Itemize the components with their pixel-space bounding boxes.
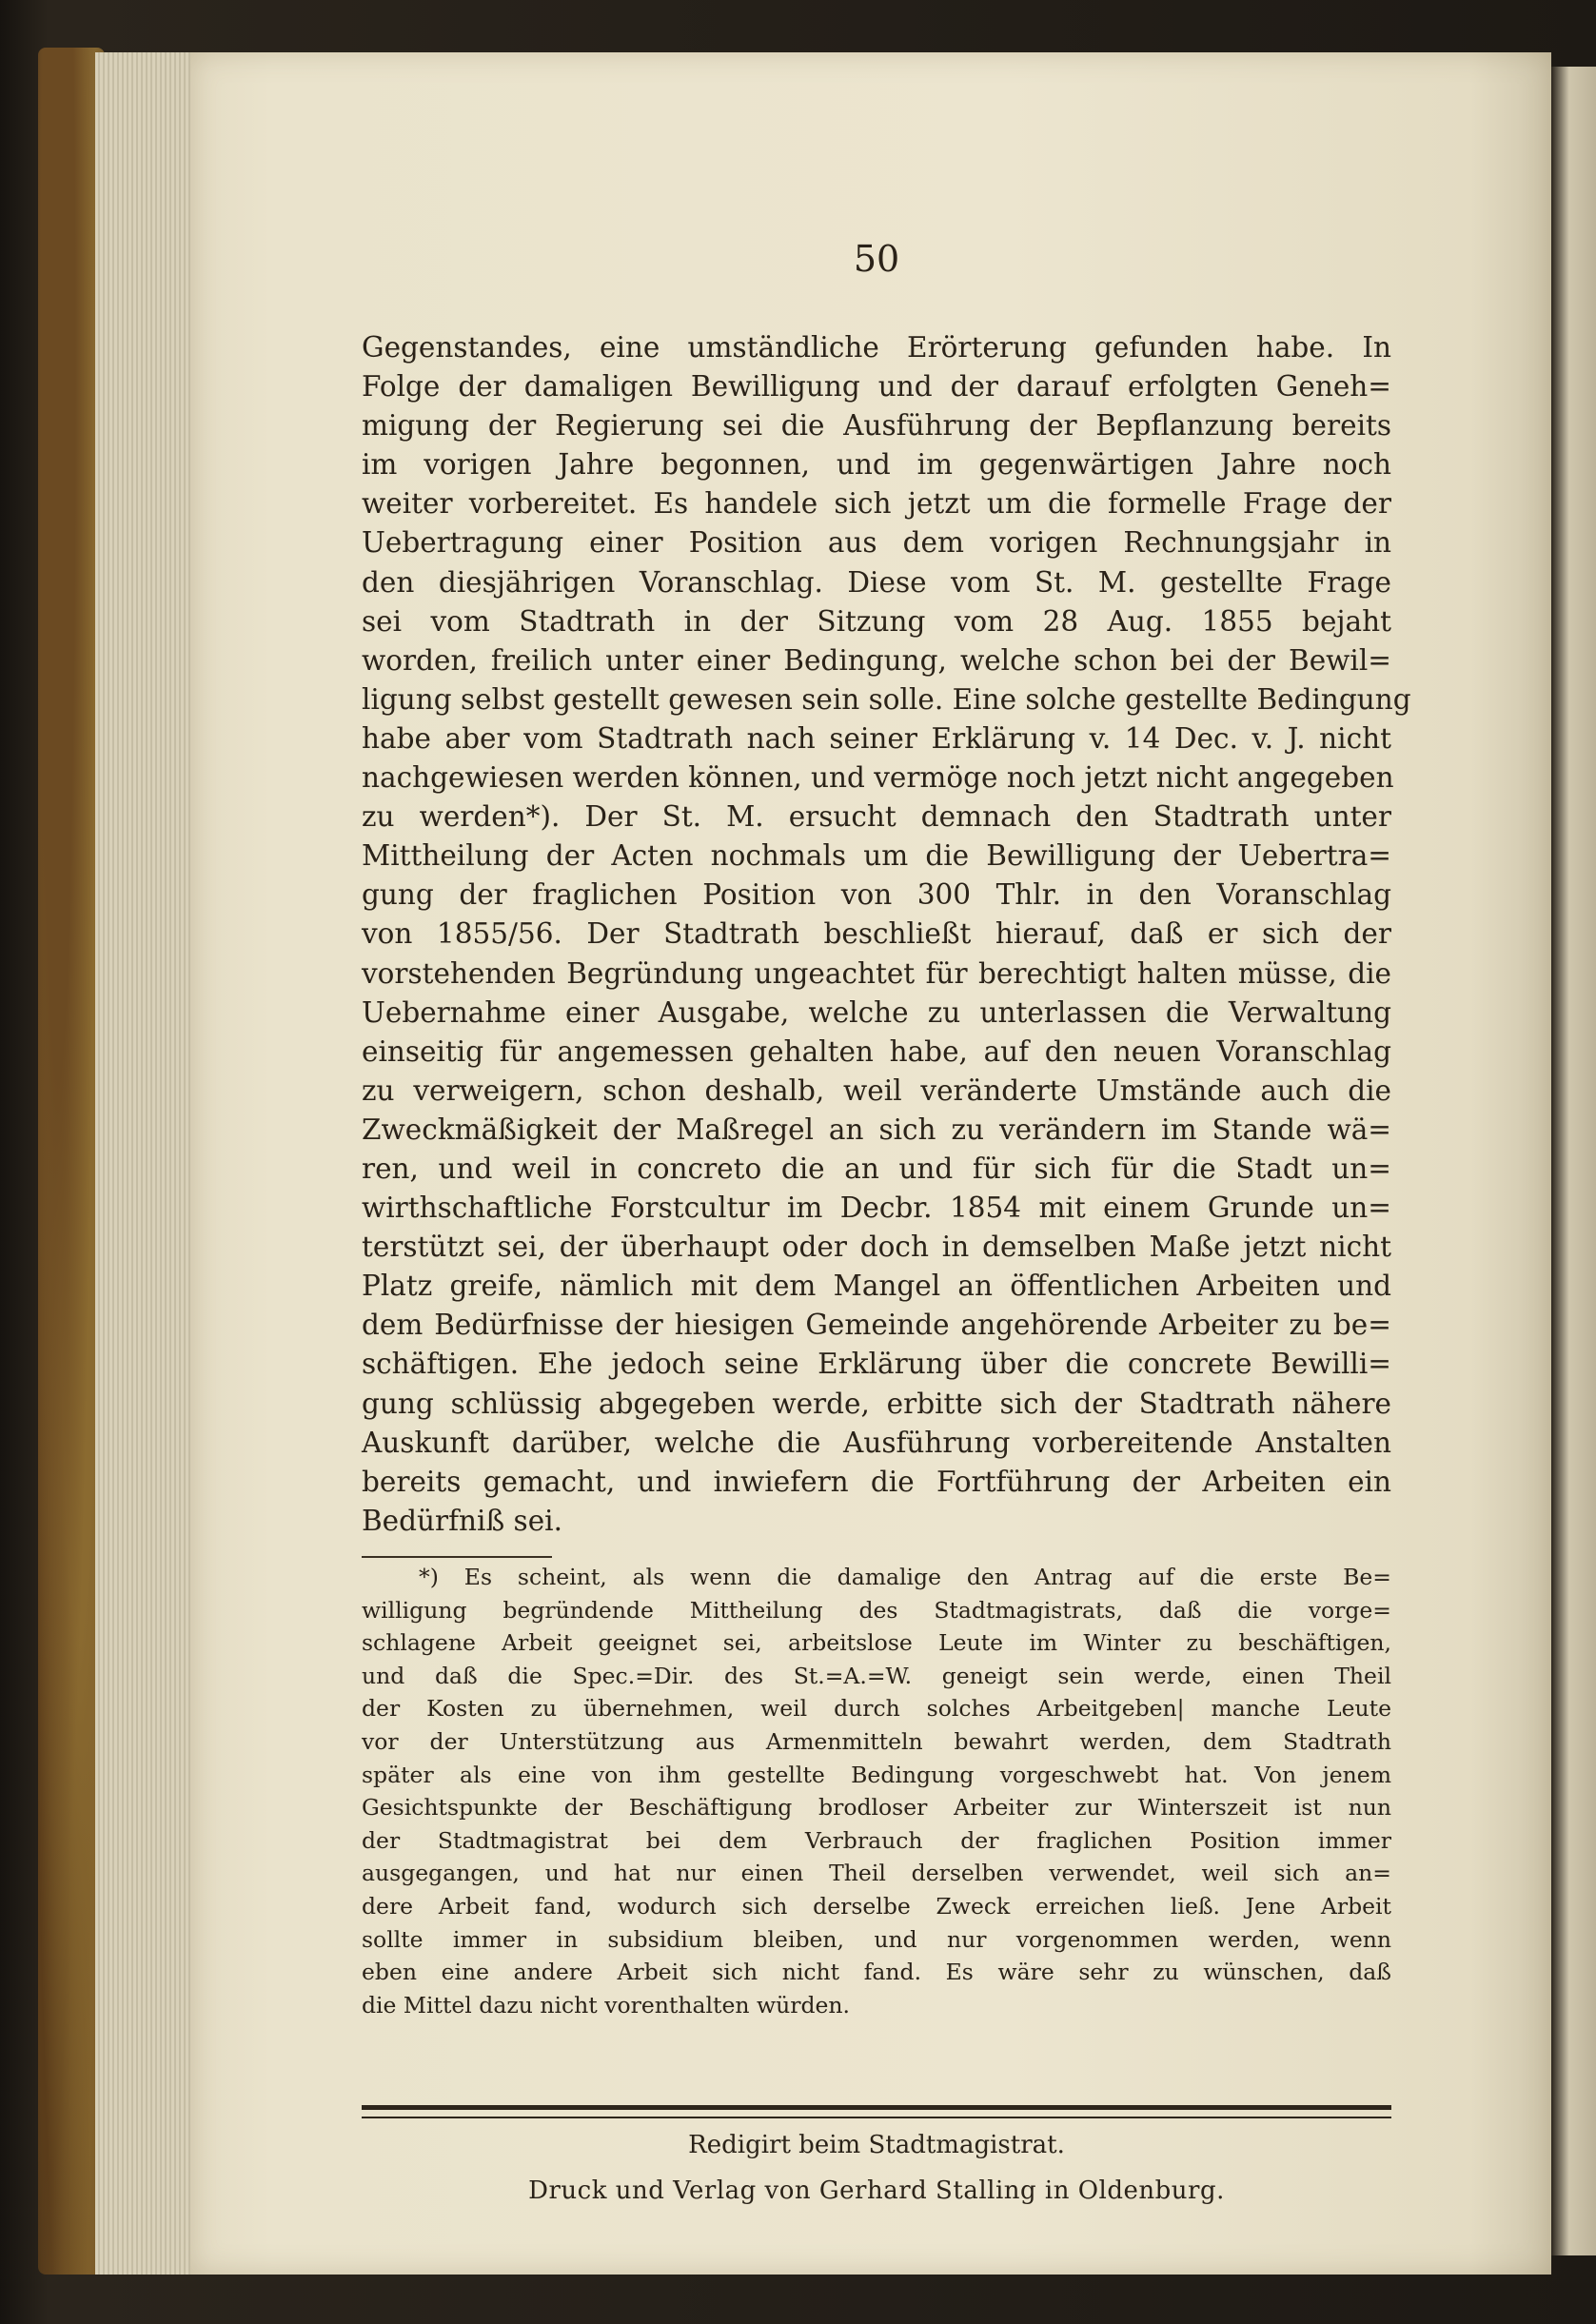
body-line: wirthschaftliche Forstcultur im Decbr. 1854 mit einem Grunde un= (362, 1192, 1391, 1225)
imprint-editor: Redigirt beim Stadtmagistrat. (688, 2131, 1065, 2159)
body-line: nachgewiesen werden können, und vermöge noch jetzt nicht angegeben (362, 761, 1394, 795)
footnote (362, 1561, 1391, 2021)
body-line: Uebernahme einer Ausgabe, welche zu unterlassen die Verwaltung (362, 995, 1391, 1029)
facing-page-edge (1551, 67, 1596, 2255)
footnote-line: eben eine andere Arbeit sich nicht fand. Es wäre sehr zu wünschen, daß (362, 1959, 1391, 1986)
body-line: gung schlüssig abgegeben werde, erbitte sich der Stadtrath nähere (362, 1387, 1391, 1420)
body-line: ligung selbst gestellt gewesen sein solle. Eine solche gestellte Bedingung (362, 682, 1411, 716)
body-line: Folge der damaligen Bewilligung und der darauf erfolgten Geneh= (362, 370, 1391, 404)
footnote-line: *) Es scheint, als wenn die damalige den Antrag auf die erste Be= (419, 1564, 1391, 1590)
footnote-line: willigung begründende Mittheilung des Stadtmagistrats, daß die vorge= (362, 1596, 1391, 1624)
body-line: einseitig für angemessen gehalten habe, auf den neuen Voranschlag (362, 1034, 1391, 1068)
imprint (362, 2122, 1391, 2214)
body-line: schäftigen. Ehe jedoch seine Erklärung über die concrete Bewilli= (362, 1348, 1391, 1381)
body-line: migung der Regierung sei die Ausführung der Bepflanzung bereits (362, 409, 1391, 443)
body-line: bereits gemacht, und inwiefern die Fortführung der Arbeiten ein (362, 1465, 1391, 1498)
body-line: von 1855/56. Der Stadtrath beschließt hierauf, daß er sich der (362, 917, 1391, 951)
body-line: terstützt sei, der überhaupt oder doch in demselben Maße jetzt nicht (362, 1231, 1391, 1264)
body-line: habe aber vom Stadtrath nach seiner Erklärung v. 14 Dec. v. J. nicht (362, 721, 1391, 755)
footnote-line: dere Arbeit fand, wodurch sich derselbe Zweck erreichen ließ. Jene Arbeit (362, 1892, 1391, 1920)
body-line: dem Bedürfnisse der hiesigen Gemeinde angehörende Arbeiter zu be= (362, 1309, 1391, 1342)
footnote-line: und daß die Spec.=Dir. des St.=A.=W. geneigt sein werde, einen Theil (362, 1662, 1391, 1689)
footnote-line: Gesichtspunkte der Beschäftigung brodloser Arbeiter zur Winterszeit ist nun (362, 1794, 1391, 1822)
body-line: Uebertragung einer Position aus dem vorigen Rechnungsjahr in (362, 526, 1391, 560)
body-line: Bedürfniß sei. (362, 1504, 562, 1537)
body-line: ren, und weil in concreto die an und für sich für die Stadt un= (362, 1152, 1391, 1185)
body-line: den diesjährigen Voranschlag. Diese vom St. M. gestellte Frage (362, 565, 1391, 599)
imprint-double-rule (362, 2105, 1391, 2118)
footnote-line: ausgegangen, und hat nur einen Theil derselben verwendet, weil sich an= (362, 1860, 1391, 1887)
page-number: 50 (853, 238, 900, 280)
footnote-line: der Stadtmagistrat bei dem Verbrauch der fraglichen Position immer (362, 1826, 1391, 1854)
body-line: zu werden*). Der St. M. ersucht demnach den Stadtrath unter (362, 800, 1391, 834)
book-page (190, 52, 1551, 2275)
body-line: Mittheilung der Acten nochmals um die Bewilligung der Uebertra= (362, 839, 1391, 873)
footnote-rule (362, 1556, 552, 1558)
body-line: Auskunft darüber, welche die Ausführung vorbereitende Anstalten (362, 1426, 1391, 1459)
body-line: im vorigen Jahre begonnen, und im gegenwärtigen Jahre noch (362, 448, 1391, 482)
footnote-line: sollte immer in subsidium bleiben, und nur vorgenommen werden, wenn (362, 1925, 1391, 1953)
body-line: worden, freilich unter einer Bedingung, welche schon bei der Bewil= (362, 643, 1391, 677)
page-stack-edges (95, 52, 200, 2275)
body-line: sei vom Stadtrath in der Sitzung vom 28 Aug. 1855 bejaht (362, 604, 1391, 638)
footnote-line: schlagene Arbeit geeignet sei, arbeitslose Leute im Winter zu beschäftigen, (362, 1629, 1391, 1657)
body-line: zu verweigern, schon deshalb, weil veränderte Umstände auch die (362, 1073, 1391, 1107)
footnote-line: später als eine von ihm gestellte Bedingung vorgeschwebt hat. Von jenem (362, 1761, 1391, 1788)
footnote-line: der Kosten zu übernehmen, weil durch solches Arbeitgeben| manche Leute (362, 1695, 1391, 1723)
imprint-publisher: Druck und Verlag von Gerhard Stalling in Oldenburg. (528, 2176, 1225, 2205)
body-line: vorstehenden Begründung ungeachtet für berechtigt halten müsse, die (362, 956, 1391, 990)
body-line: weiter vorbereitet. Es handele sich jetzt um die formelle Frage der (362, 487, 1391, 521)
body-line: Platz greife, nämlich mit dem Mangel an öffentlichen Arbeiten und (362, 1270, 1391, 1303)
footnote-line: vor der Unterstützung aus Armenmitteln bewahrt werden, dem Stadtrath (362, 1727, 1391, 1755)
body-line: Gegenstandes, eine umständliche Erörterung gefunden habe. In (362, 331, 1391, 364)
footnote-line: die Mittel dazu nicht vorenthalten würden. (362, 1991, 850, 2019)
body-line: Zweckmäßigkeit der Maßregel an sich zu verändern im Stande wä= (362, 1113, 1391, 1146)
body-text (362, 328, 1411, 1541)
body-line: gung der fraglichen Position von 300 Thlr. in den Voranschlag (362, 878, 1391, 912)
